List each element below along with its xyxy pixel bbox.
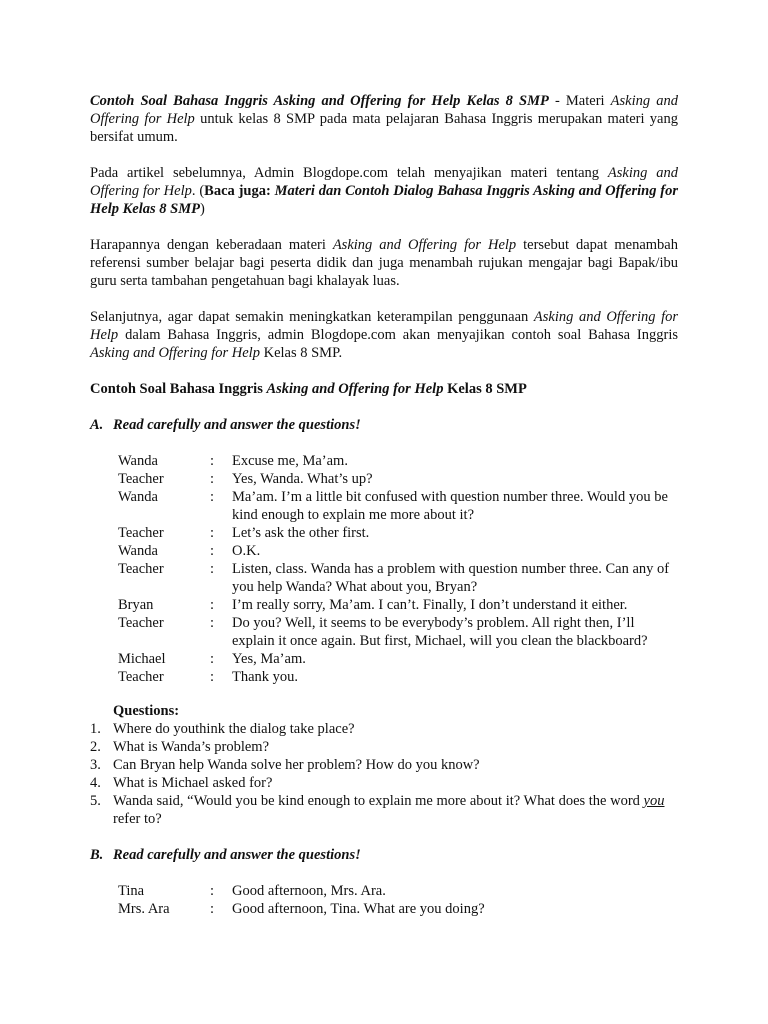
dialog-line: [118, 560, 678, 596]
intro-text: untuk kelas 8 SMP pada mata pelajaran Bahasa Inggris merupakan materi yang bersifat umum.: [90, 111, 678, 145]
question-text: [113, 792, 678, 828]
question-text: Can Bryan help Wanda solve her problem? How do you know?: [113, 757, 480, 773]
dialog-line: [118, 650, 678, 668]
questions-list: [90, 702, 678, 828]
speaker-name: Michael: [118, 651, 166, 667]
question-text-part: Wanda said, “Would you be kind enough to explain me more about it? What does the word: [113, 793, 644, 809]
see-also-link[interactable]: Materi dan Contoh Dialog Bahasa Inggris Asking and Offering for Help Kelas 8 SMP: [90, 183, 678, 217]
dialog-line: [118, 524, 678, 542]
section-heading: [90, 380, 678, 398]
speaker-name: Teacher: [118, 525, 164, 541]
section-instruction: Read carefully and answer the questions!: [113, 847, 361, 863]
dialog-line: [118, 488, 678, 524]
dialog-text: I’m really sorry, Ma’am. I can’t. Finally, I don’t understand it either.: [232, 597, 628, 613]
speaker-colon: :: [210, 615, 215, 631]
speaker-colon: :: [210, 651, 215, 667]
question-item: [90, 720, 678, 738]
previous-article-paragraph: [90, 164, 678, 218]
question-number: 4.: [90, 775, 101, 791]
paragraph-text: Kelas 8 SMP.: [259, 345, 343, 361]
speaker-name: Teacher: [118, 669, 164, 685]
question-number: 3.: [90, 757, 101, 773]
speaker-colon: :: [210, 597, 215, 613]
question-number: 2.: [90, 739, 101, 755]
purpose-paragraph: [90, 236, 678, 290]
dialog-line: [118, 900, 678, 918]
paragraph-text: . (: [191, 183, 205, 199]
speaker-name: Mrs. Ara: [118, 901, 170, 917]
speaker-colon: :: [210, 543, 215, 559]
dialog-line: [118, 596, 678, 614]
speaker-name: Teacher: [118, 471, 164, 487]
emphasized-word: you: [643, 793, 665, 809]
question-number: 5.: [90, 793, 101, 809]
question-rows: [90, 720, 678, 792]
paragraph-text: tersebut dapat menambah referensi sumber belajar bagi peserta didik dan juga menambah rujukan mengajar bagi Bapak/ibu guru serta tambahan pengetahuan bagi khalayak luas.: [90, 237, 678, 289]
dialog-text: Yes, Ma’am.: [232, 651, 306, 667]
question-text-part: refer to?: [113, 811, 162, 827]
topic-term: Asking and Offering for Help: [90, 165, 678, 199]
speaker-name: Teacher: [118, 561, 164, 577]
section-letter: B.: [90, 847, 104, 863]
question-item: [90, 774, 678, 792]
dialog-text: Thank you.: [232, 669, 299, 685]
speaker-colon: :: [210, 901, 215, 917]
heading-text: Contoh Soal Bahasa Inggris: [90, 381, 267, 397]
dialog-text: Good afternoon, Tina. What are you doing?: [232, 901, 485, 917]
dialog-a: [118, 452, 678, 686]
speaker-colon: :: [210, 471, 215, 487]
paragraph-text: Pada artikel sebelumnya, Admin Blogdope.com telah menyajikan materi tentang: [90, 165, 608, 181]
speaker-name: Teacher: [118, 615, 164, 631]
paragraph-text: Selanjutnya, agar dapat semakin meningkatkan keterampilan penggunaan: [90, 309, 534, 325]
dialog-text: Do you? Well, it seems to be everybody’s problem. All right then, I’ll explain it once again. But first, Michael, will you clean the blackboard?: [232, 615, 648, 649]
dialog-line: [118, 542, 678, 560]
section-letter: A.: [90, 417, 104, 433]
see-also-label: Baca juga:: [204, 183, 275, 199]
question-text: What is Wanda’s problem?: [113, 739, 270, 755]
dialog-text: Excuse me, Ma’am.: [232, 453, 348, 469]
question-text: Where do youthink the dialog take place?: [113, 721, 355, 737]
topic-term: Asking and Offering for Help: [90, 93, 678, 127]
dialog-text: Good afternoon, Mrs. Ara.: [232, 883, 386, 899]
paragraph-text: ): [199, 201, 205, 217]
dialog-line: [118, 452, 678, 470]
section-instruction: Read carefully and answer the questions!: [113, 417, 361, 433]
heading-text: Kelas 8 SMP: [443, 381, 527, 397]
next-paragraph: [90, 308, 678, 362]
speaker-name: Tina: [118, 883, 145, 899]
dialog-text: Yes, Wanda. What’s up?: [232, 471, 373, 487]
dialog-line: [118, 882, 678, 900]
dialog-b: [118, 882, 678, 918]
speaker-name: Wanda: [118, 543, 158, 559]
dialog-text: O.K.: [232, 543, 261, 559]
dialog-text: Listen, class. Wanda has a problem with question number three. Can any of you help Wanda? What about you, Bryan?: [232, 561, 670, 595]
dialog-text: Ma’am. I’m a little bit confused with question number three. Would you be kind enough to explain me more about it?: [232, 489, 668, 523]
speaker-colon: :: [210, 525, 215, 541]
dialog-line: [118, 668, 678, 686]
dialog-line: [118, 470, 678, 488]
topic-term: Asking and Offering for Help: [90, 345, 260, 361]
intro-paragraph: [90, 92, 678, 146]
speaker-colon: :: [210, 669, 215, 685]
section-b-title: [90, 846, 678, 864]
question-number: 1.: [90, 721, 101, 737]
speaker-colon: :: [210, 883, 215, 899]
article-title: Contoh Soal Bahasa Inggris Asking and Offering for Help Kelas 8 SMP: [90, 93, 549, 109]
question-item: [90, 792, 678, 828]
paragraph-text: Harapannya dengan keberadaan materi: [90, 237, 333, 253]
dialog-line: [118, 614, 678, 650]
heading-topic: Asking and Offering for Help: [266, 381, 444, 397]
intro-text: - Materi: [548, 93, 611, 109]
section-a-title: [90, 416, 678, 434]
paragraph-text: dalam Bahasa Inggris, admin Blogdope.com akan menyajikan contoh soal Bahasa Inggris: [118, 327, 678, 343]
speaker-colon: :: [210, 453, 215, 469]
question-item: [90, 738, 678, 756]
speaker-colon: :: [210, 489, 215, 505]
speaker-name: Bryan: [118, 597, 154, 613]
speaker-name: Wanda: [118, 489, 158, 505]
question-text: What is Michael asked for?: [113, 775, 273, 791]
topic-term: Asking and Offering for Help: [90, 309, 679, 343]
speaker-colon: :: [210, 561, 215, 577]
questions-title: Questions:: [113, 703, 180, 719]
speaker-name: Wanda: [118, 453, 158, 469]
dialog-text: Let’s ask the other first.: [232, 525, 370, 541]
topic-term: Asking and Offering for Help: [332, 237, 517, 253]
question-item: [90, 756, 678, 774]
